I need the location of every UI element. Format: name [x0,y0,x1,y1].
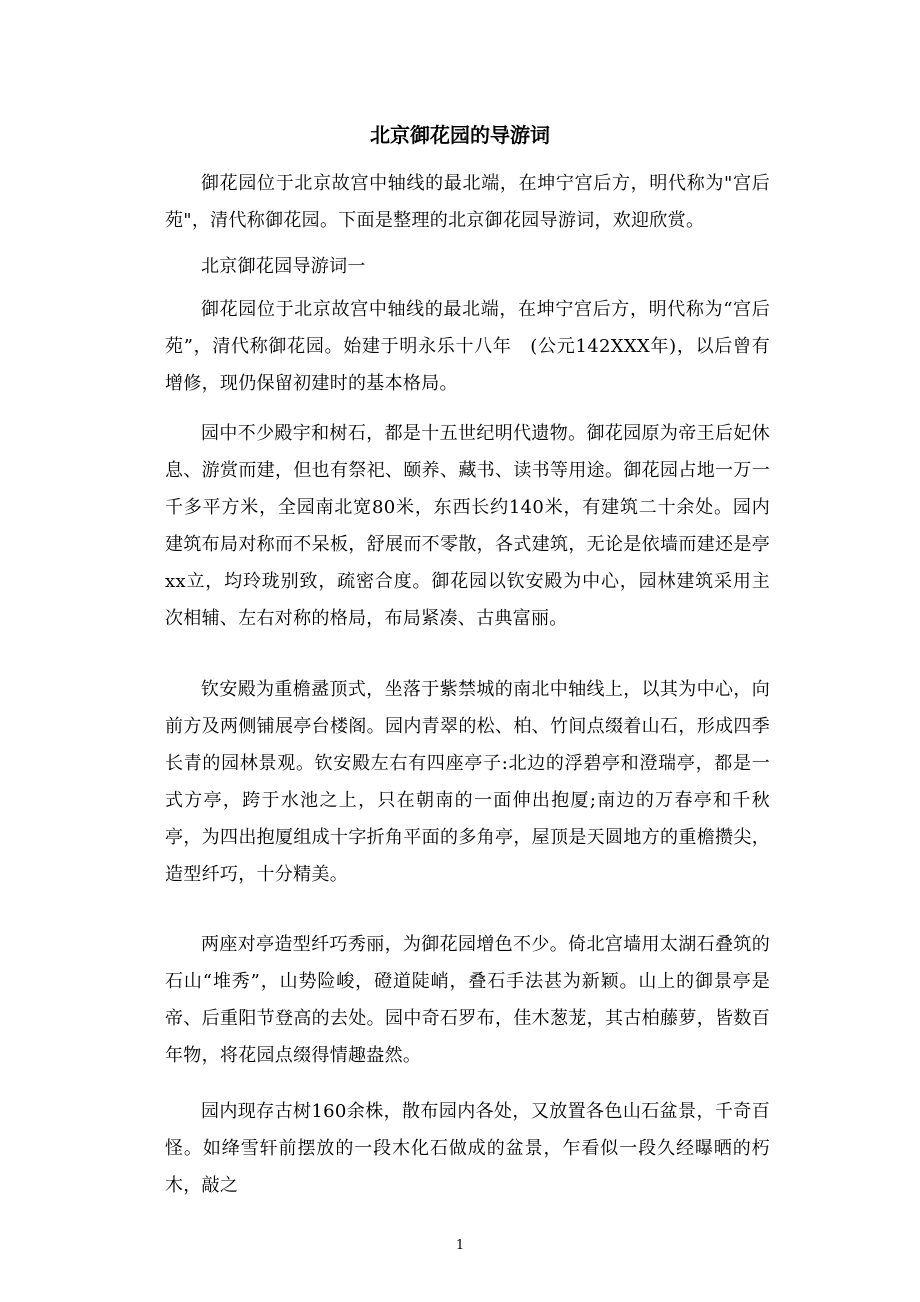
paragraph-ancient-trees-block [165,1093,770,1204]
section-heading-block [165,248,770,285]
paragraph-pavilions-block [165,926,770,1074]
paragraph-layout-block [165,415,770,637]
paragraph-location-block [165,291,770,402]
paragraph-qinan-hall: 钦安殿为重檐盝顶式，坐落于紫禁城的南北中轴线上，以其为中心，向前方及两侧铺展亭台楼阁。园内青翠的松、柏、竹间点缀着山石，形成四季长青的园林景观。钦安殿左右有四座亭子:北边的浮碧亭和澄瑞亭，都是一式方亭，跨于水池之上，只在朝南的一面伸出抱厦;南边的万春亭和千秋亭，为四出抱厦组成十字折角平面的多角亭，屋顶是天圆地方的重檐攒尖，造型纤巧，十分精美。 [165,679,770,885]
paragraph-ancient-trees: 园内现存古树160余株，散布园内各处，又放置各色山石盆景，千奇百怪。如绛雪轩前摆放的一段木化石做成的盆景，乍看似一段久经曝晒的朽木，敲之 [165,1101,770,1196]
section-heading: 北京御花园导游词一 [201,256,366,277]
paragraph-qinan-hall-block [165,671,770,893]
paragraph-intro: 御花园位于北京故宫中轴线的最北端，在坤宁宫后方，明代称为"宫后苑"，清代称御花园。下面是整理的北京御花园导游词，欢迎欣赏。 [165,173,770,231]
paragraph-pavilions: 两座对亭造型纤巧秀丽，为御花园增色不少。倚北宫墙用太湖石叠筑的石山“堆秀”，山势险峻，磴道陡峭，叠石手法甚为新颖。山上的御景亭是帝、后重阳节登高的去处。园中奇石罗布，佳木葱茏，其古柏藤萝，皆数百年物，将花园点缀得情趣盎然。 [165,934,770,1066]
paragraph-intro-block [165,165,770,239]
paragraph-layout: 园中不少殿宇和树石，都是十五世纪明代遗物。御花园原为帝王后妃休息、游赏而建，但也有祭祀、颐养、藏书、读书等用途。御花园占地一万一千多平方米，全园南北宽80米，东西长约140米，有建筑二十余处。园内建筑布局对称而不呆板，舒展而不零散，各式建筑，无论是依墙而建还是亭xx立，均玲珑别致，疏密合度。御花园以钦安殿为中心，园林建筑采用主次相辅、左右对称的格局，布局紧凑、古典富丽。 [165,423,770,629]
paragraph-location: 御花园位于北京故宫中轴线的最北端，在坤宁宫后方，明代称为“宫后苑”，清代称御花园。始建于明永乐十八年 (公元142XXX年)，以后曾有增修，现仍保留初建时的基本格局。 [165,299,770,394]
document-title: 北京御花园的导游词 [370,123,550,147]
page-number: 1 [455,1238,465,1253]
